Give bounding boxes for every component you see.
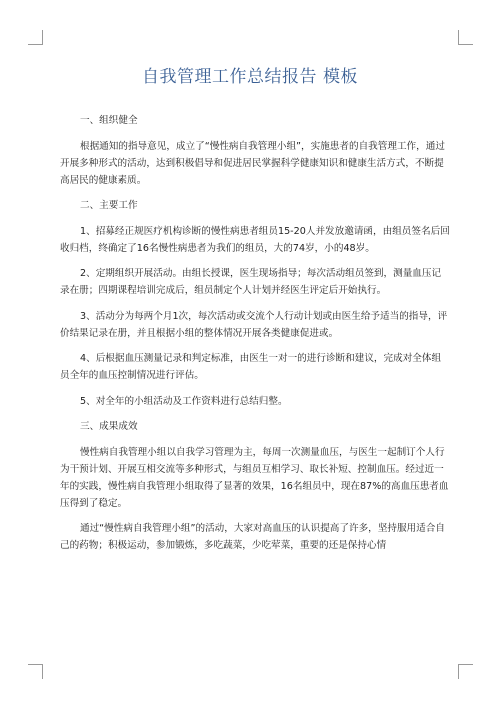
body-paragraph: 通过“慢性病自我管理小组”的活动，大家对高血压的认识提高了许多，坚持服用适合自己的药物；积极运动，参加锻炼，多吃蔬菜，少吃荤菜，重要的还是保持心情: [60, 523, 445, 551]
crop-mark-top-right: [458, 30, 473, 45]
section-heading: 一、组织健全: [80, 115, 138, 126]
body-paragraph: 1、招募经正规医疗机构诊断的慢性病患者组员15-20人并发放邀请函，由组员签名后回收归档，终确定了16名慢性病患者为我们的组员，大的74岁，小的48岁。: [60, 225, 450, 254]
section-heading: 二、主要工作: [80, 200, 138, 211]
body-paragraph: 2、定期组织开展活动。由组长授课，医生现场指导；每次活动组员签到，测量血压记录在册；四期课程培训完成后，组员制定个人计划并经医生评定后开始执行。: [60, 268, 442, 296]
crop-mark-top-left: [28, 30, 43, 45]
body-paragraph: 3、活动分为每两个月1次，每次活动或交流个人行动计划或由医生给予适当的指导，评价结果记录在册，并且根据小组的整体情况开展各类健康促进或。: [60, 310, 448, 339]
body-paragraph: 根据通知的指导意见，成立了“慢性病自我管理小组”，实施患者的自我管理工作，通过开展多种形式的活动，达到积极倡导和促进居民掌握科学健康知识和健康生活方式，不断提高居民的健康素质。: [60, 140, 445, 186]
crop-mark-bottom-left: [28, 664, 43, 679]
document-body: [60, 112, 450, 563]
crop-mark-bottom-right: [458, 664, 473, 679]
section-heading: 三、成果成效: [80, 421, 138, 432]
document-title: 自我管理工作总结报告 模板: [142, 67, 358, 87]
body-paragraph: 慢性病自我管理小组以自我学习管理为主，每周一次测量血压，与医生一起制订个人行为干预计划、开展互相交流等多种形式，与组员互相学习、取长补短、控制血压。经过近一年的实践，慢性病自我管理小组取得了显著的效果，16名组员中，现在87%的高血压患者血压得到了稳定。: [60, 446, 449, 509]
body-paragraph: 4、后根据血压测量记录和判定标准，由医生一对一的进行诊断和建议，完成对全体组员全年的血压控制情况进行评估。: [60, 353, 442, 381]
body-paragraph: 5、对全年的小组活动及工作资料进行总结归整。: [80, 395, 288, 407]
